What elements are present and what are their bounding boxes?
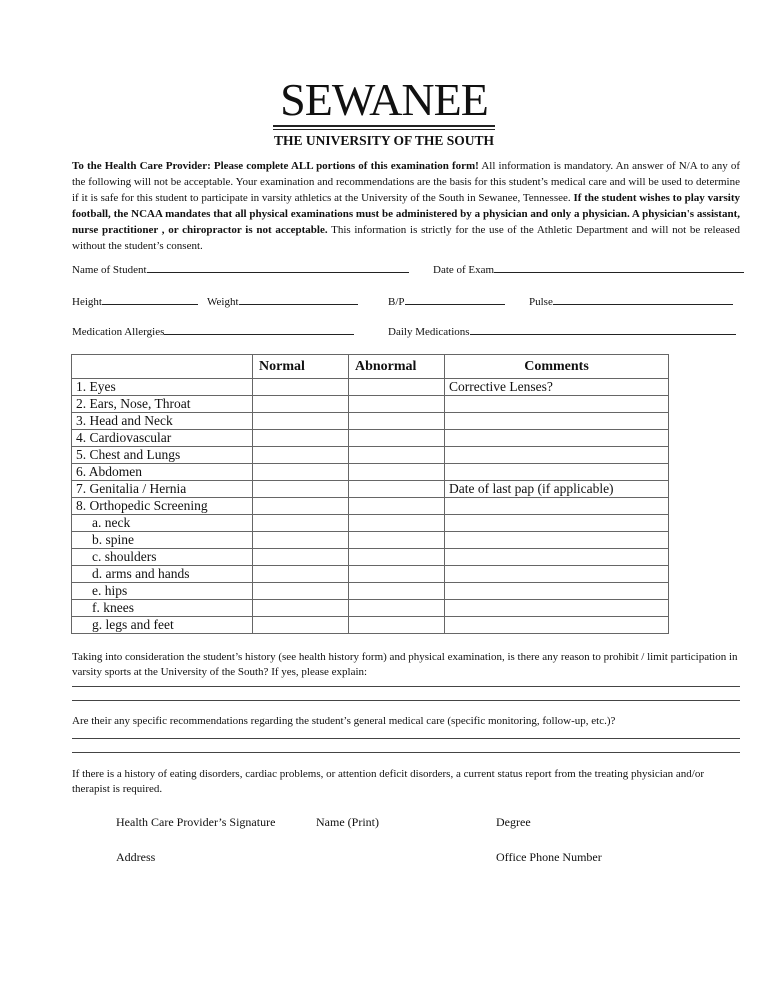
table-row bbox=[72, 532, 669, 549]
pulse-field[interactable] bbox=[529, 294, 733, 308]
weight-label: Weight bbox=[207, 296, 239, 308]
normal-cell[interactable] bbox=[253, 481, 349, 498]
answer-line[interactable] bbox=[72, 686, 740, 687]
date-label: Date of Exam bbox=[433, 264, 495, 276]
row-label: b. spine bbox=[72, 532, 253, 549]
normal-cell[interactable] bbox=[253, 430, 349, 447]
logo-subtitle: THE UNIVERSITY OF THE SOUTH bbox=[273, 133, 495, 148]
degree-label: Degree bbox=[496, 815, 531, 829]
comments-cell[interactable] bbox=[445, 532, 669, 549]
comments-cell[interactable] bbox=[445, 498, 669, 515]
table-row bbox=[72, 600, 669, 617]
name-print-label: Name (Print) bbox=[316, 815, 379, 829]
normal-cell[interactable] bbox=[253, 617, 349, 634]
intro-text-2: This information is strictly for the use of the Athletic Department and will not be released without the student’s consent. bbox=[72, 224, 740, 252]
row-label: 1. Eyes bbox=[72, 379, 253, 396]
date-field[interactable] bbox=[433, 262, 744, 276]
row-label: 3. Head and Neck bbox=[72, 413, 253, 430]
answer-line[interactable] bbox=[72, 738, 740, 739]
comments-cell[interactable] bbox=[445, 515, 669, 532]
question-prohibit: Taking into consideration the student’s history (see health history form) and physical examination, is there any reason to prohibit / limit participation in varsity sports at the University of the South? If yes, please explain: bbox=[72, 651, 738, 678]
name-field[interactable] bbox=[72, 262, 409, 276]
table-row bbox=[72, 481, 669, 498]
bp-field[interactable] bbox=[388, 294, 505, 308]
office-phone-label: Office Phone Number bbox=[496, 850, 602, 864]
normal-cell[interactable] bbox=[253, 566, 349, 583]
weight-field[interactable] bbox=[207, 294, 358, 308]
normal-cell[interactable] bbox=[253, 532, 349, 549]
address-label: Address bbox=[116, 850, 156, 864]
normal-cell[interactable] bbox=[253, 464, 349, 481]
logo-wordmark: SEWANEE bbox=[280, 74, 488, 125]
sewanee-logo bbox=[0, 74, 768, 149]
row-label: g. legs and feet bbox=[72, 617, 253, 634]
table-row bbox=[72, 379, 669, 396]
answer-line[interactable] bbox=[72, 700, 740, 701]
row-label: 2. Ears, Nose, Throat bbox=[72, 396, 253, 413]
name-label: Name of Student bbox=[72, 264, 147, 276]
signature-label: Health Care Provider’s Signature bbox=[116, 815, 276, 829]
comments-cell[interactable] bbox=[445, 617, 669, 634]
intro-text-1: All information is mandatory. An answer of N/A to any of the following will not be acceptable. Your examination and recommendations are the basis for this student’s medical care and will be used to determine if it is safe for this student to participate in varsity athletics at the University of the South in Sewanee, Tennessee. bbox=[72, 160, 741, 204]
table-row bbox=[72, 447, 669, 464]
row-label: c. shoulders bbox=[72, 549, 253, 566]
comments-cell[interactable] bbox=[445, 549, 669, 566]
comments-cell[interactable]: Corrective Lenses? bbox=[445, 379, 669, 396]
row-label: 5. Chest and Lungs bbox=[72, 447, 253, 464]
normal-cell[interactable] bbox=[253, 549, 349, 566]
abnormal-cell[interactable] bbox=[349, 566, 445, 583]
exam-table bbox=[71, 354, 669, 634]
bp-label: B/P bbox=[388, 296, 405, 308]
comments-cell[interactable] bbox=[445, 566, 669, 583]
allergies-label: Medication Allergies bbox=[72, 326, 165, 338]
table-row bbox=[72, 464, 669, 481]
comments-cell[interactable] bbox=[445, 447, 669, 464]
height-label: Height bbox=[72, 296, 102, 308]
comments-cell[interactable] bbox=[445, 600, 669, 617]
intro-bold-1: To the Health Care Provider: Please complete ALL portions of this examination form! bbox=[72, 160, 479, 172]
abnormal-cell[interactable] bbox=[349, 498, 445, 515]
abnormal-cell[interactable] bbox=[349, 430, 445, 447]
table-row bbox=[72, 396, 669, 413]
row-label: 7. Genitalia / Hernia bbox=[72, 481, 253, 498]
abnormal-cell[interactable] bbox=[349, 549, 445, 566]
normal-cell[interactable] bbox=[253, 498, 349, 515]
abnormal-cell[interactable] bbox=[349, 396, 445, 413]
abnormal-cell[interactable] bbox=[349, 515, 445, 532]
row-label: 8. Orthopedic Screening bbox=[72, 498, 253, 515]
table-row bbox=[72, 549, 669, 566]
header-blank bbox=[72, 355, 253, 379]
table-row bbox=[72, 515, 669, 532]
table-row bbox=[72, 498, 669, 515]
daily-medications-label: Daily Medications bbox=[388, 326, 470, 338]
comments-cell[interactable]: Date of last pap (if applicable) bbox=[445, 481, 669, 498]
header-comments: Comments bbox=[445, 355, 669, 379]
abnormal-cell[interactable] bbox=[349, 481, 445, 498]
header-normal: Normal bbox=[253, 355, 349, 379]
history-note: If there is a history of eating disorders, cardiac problems, or attention deficit disorders, a current status report from the treating physician and/or therapist is required. bbox=[72, 768, 704, 795]
row-label: d. arms and hands bbox=[72, 566, 253, 583]
abnormal-cell[interactable] bbox=[349, 413, 445, 430]
abnormal-cell[interactable] bbox=[349, 464, 445, 481]
normal-cell[interactable] bbox=[253, 447, 349, 464]
comments-cell[interactable] bbox=[445, 396, 669, 413]
abnormal-cell[interactable] bbox=[349, 583, 445, 600]
abnormal-cell[interactable] bbox=[349, 379, 445, 396]
intro-bold-2: If the student wishes to play varsity football, the NCAA mandates that all physical examinations must be administered by a physician and only a physician. A physician's assistant, nurse practitioner , or chiropractor is not acceptable. bbox=[72, 192, 740, 236]
table-row bbox=[72, 617, 669, 634]
comments-cell[interactable] bbox=[445, 430, 669, 447]
header-abnormal: Abnormal bbox=[349, 355, 445, 379]
comments-cell[interactable] bbox=[445, 583, 669, 600]
comments-cell[interactable] bbox=[445, 464, 669, 481]
normal-cell[interactable] bbox=[253, 515, 349, 532]
normal-cell[interactable] bbox=[253, 600, 349, 617]
abnormal-cell[interactable] bbox=[349, 600, 445, 617]
logo-rule bbox=[273, 125, 495, 130]
normal-cell[interactable] bbox=[253, 413, 349, 430]
comments-cell[interactable] bbox=[445, 413, 669, 430]
normal-cell[interactable] bbox=[253, 396, 349, 413]
daily-medications-field[interactable] bbox=[388, 324, 736, 338]
row-label: e. hips bbox=[72, 583, 253, 600]
row-label: 6. Abdomen bbox=[72, 464, 253, 481]
abnormal-cell[interactable] bbox=[349, 617, 445, 634]
question-recommendations: Are their any specific recommendations regarding the student’s general medical care (specific monitoring, follow-up, etc.)? bbox=[72, 715, 616, 727]
abnormal-cell[interactable] bbox=[349, 532, 445, 549]
table-row bbox=[72, 413, 669, 430]
answer-line[interactable] bbox=[72, 752, 740, 753]
table-row bbox=[72, 583, 669, 600]
intro-paragraph bbox=[72, 158, 740, 254]
normal-cell[interactable] bbox=[253, 583, 349, 600]
row-label: 4. Cardiovascular bbox=[72, 430, 253, 447]
pulse-label: Pulse bbox=[529, 296, 553, 308]
height-field[interactable] bbox=[72, 294, 198, 308]
table-row bbox=[72, 566, 669, 583]
row-label: a. neck bbox=[72, 515, 253, 532]
abnormal-cell[interactable] bbox=[349, 447, 445, 464]
table-row bbox=[72, 430, 669, 447]
normal-cell[interactable] bbox=[253, 379, 349, 396]
allergies-field[interactable] bbox=[72, 324, 354, 338]
row-label: f. knees bbox=[72, 600, 253, 617]
